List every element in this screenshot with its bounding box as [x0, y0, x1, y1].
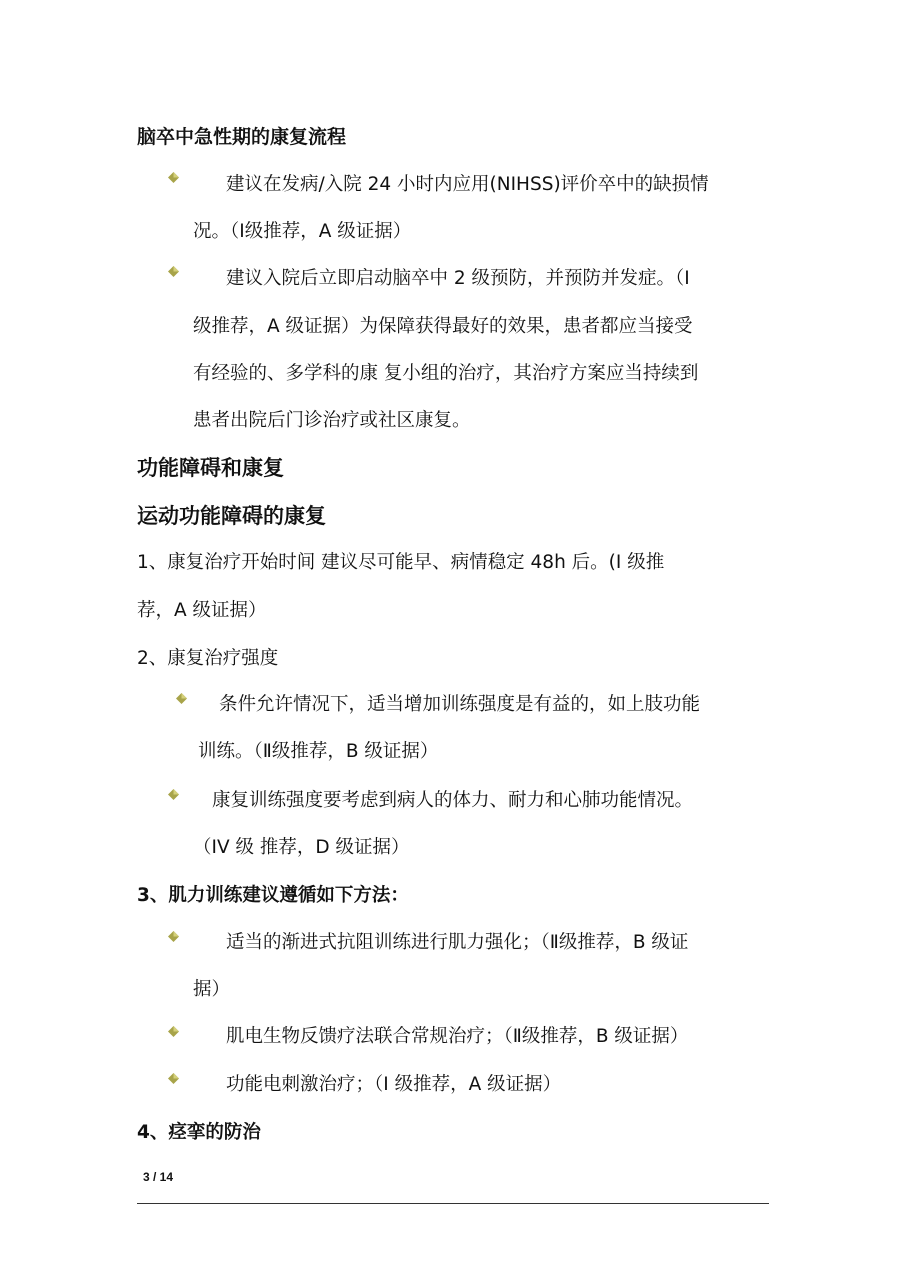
paragraph-line: 肌电生物反馈疗法联合常规治疗；（Ⅱ级推荐，B 级证据）: [226, 1026, 689, 1047]
diamond-bullet-icon: [168, 172, 179, 183]
paragraph-line: 有经验的、多学科的康 复小组的治疗，其治疗方案应当持续到: [193, 363, 699, 384]
paragraph-line: 荐，A 级证据）: [137, 600, 267, 621]
paragraph-line: 适当的渐进式抗阻训练进行肌力强化；（Ⅱ级推荐，B 级证: [226, 932, 689, 953]
paragraph-line: 建议入院后立即启动脑卒中 2 级预防，并预防并发症。（Ⅰ: [226, 268, 690, 289]
section-title: 脑卒中急性期的康复流程: [137, 126, 347, 148]
page-number: 3 / 14: [143, 1170, 174, 1184]
paragraph-line: 训练。（Ⅱ级推荐，B 级证据）: [198, 741, 439, 762]
diamond-bullet-icon: [168, 931, 179, 942]
diamond-bullet-icon: [168, 1026, 179, 1037]
diamond-bullet-icon: [168, 1073, 179, 1084]
section-title: 功能障碍和康复: [137, 456, 284, 480]
paragraph-line: 患者出院后门诊治疗或社区康复。: [193, 410, 471, 431]
diamond-bullet-icon: [168, 266, 179, 277]
paragraph-line: 功能电刺激治疗；（I 级推荐，A 级证据）: [226, 1074, 562, 1095]
subsection-title: 运动功能障碍的康复: [137, 504, 326, 528]
paragraph-line: 建议在发病/入院 24 小时内应用(NIHSS)评价卒中的缺损情: [226, 174, 709, 195]
paragraph-line: 2、康复治疗强度: [137, 648, 279, 669]
footer-divider: [137, 1203, 769, 1204]
diamond-bullet-icon: [176, 693, 187, 704]
paragraph-line: 况。（Ⅰ级推荐，A 级证据）: [193, 221, 412, 242]
diamond-bullet-icon: [168, 789, 179, 800]
paragraph-line: （IV 级 推荐，D 级证据）: [193, 837, 410, 858]
paragraph-heading: 3、肌力训练建议遵循如下方法：: [137, 885, 409, 906]
paragraph-line: 级推荐，A 级证据）为保障获得最好的效果，患者都应当接受: [193, 316, 693, 337]
paragraph-line: 条件允许情况下，适当增加训练强度是有益的，如上肢功能: [219, 694, 701, 715]
paragraph-line: 据）: [193, 979, 231, 1000]
paragraph-line: 康复训练强度要考虑到病人的体力、耐力和心肺功能情况。: [212, 790, 694, 811]
paragraph-heading: 4、痉挛的防治: [137, 1122, 261, 1143]
paragraph-line: 1、康复治疗开始时间 建议尽可能早、病情稳定 48h 后。(I 级推: [137, 552, 665, 573]
